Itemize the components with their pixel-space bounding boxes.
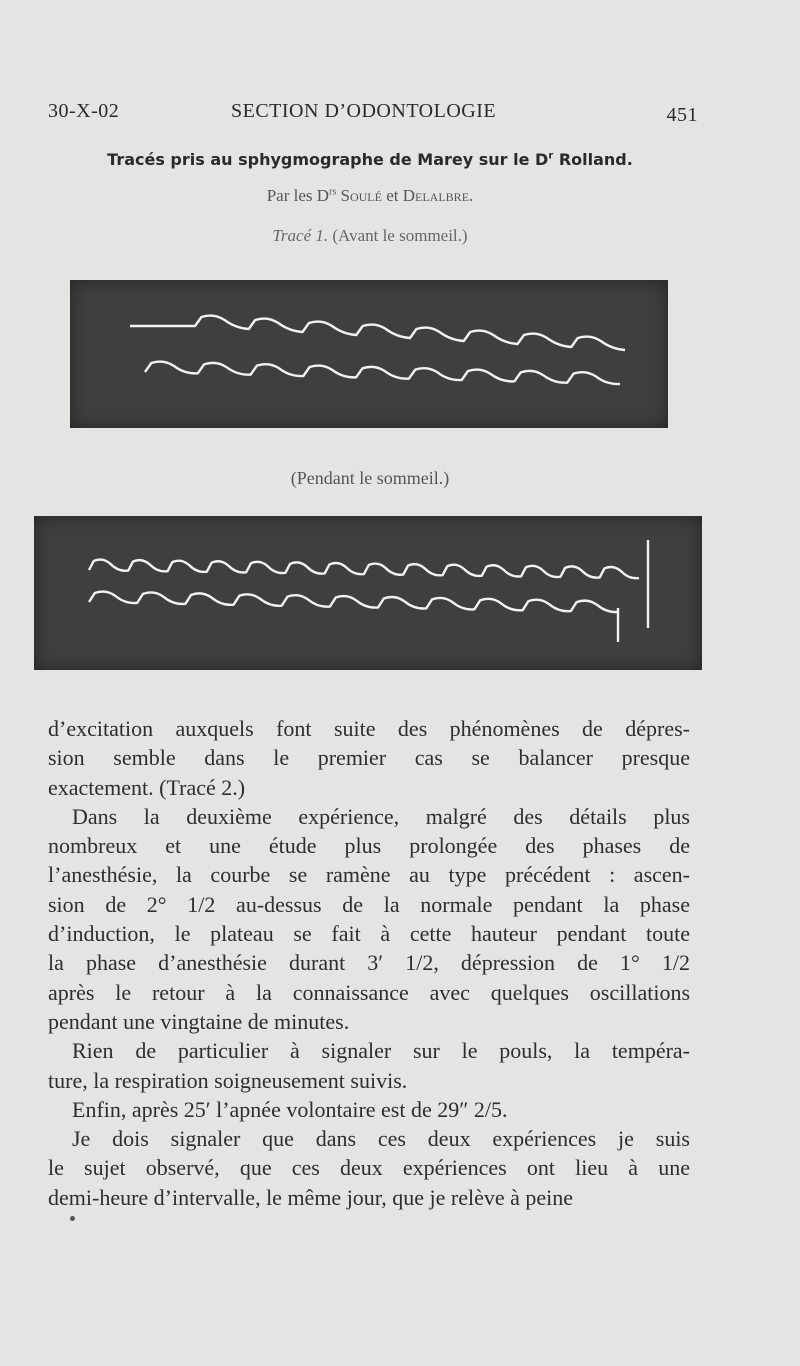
printer-mark <box>70 1216 75 1221</box>
text-line: l’anesthésie, la courbe se ramène au type précédent : ascen- <box>48 862 690 888</box>
text-line: demi-heure d’intervalle, le même jour, que je relève à peine <box>48 1184 574 1210</box>
trace2-label: (Pendant le sommeil.) <box>290 468 450 488</box>
text-line: sion de 2° 1/2 au-dessus de la normale pendant la phase <box>48 891 690 917</box>
trace1-figure <box>70 280 668 428</box>
text-line: Je dois signaler que dans ces deux expériences je suis <box>72 1126 690 1152</box>
text-line: nombreux et une étude plus prolongée des phases de <box>48 833 690 859</box>
text-line: Rien de particulier à signaler sur le pouls, la tempéra- <box>72 1038 690 1064</box>
figure-title: Tracés pris au sphygmographe de Marey sur le $D^r$ Rolland. <box>107 150 633 169</box>
text-line: après le retour à la connaissance avec quelques oscillations <box>48 979 690 1005</box>
text-line: exactement. (Tracé 2.) <box>48 774 246 800</box>
text-line: ture, la respiration soigneusement suivis. <box>48 1067 408 1093</box>
text-line: Dans la deuxième expérience, malgré des détails plus <box>72 803 690 829</box>
trace2-curves <box>34 516 702 670</box>
text-line: d’induction, le plateau se fait à cette hauteur pendant toute <box>48 921 690 947</box>
text-line: le sujet observé, que ces deux expériences ont lieu à une <box>48 1155 690 1181</box>
trace1-label: Tracé 1. (Avant le sommeil.) <box>272 226 468 245</box>
page-number: 451 <box>666 104 698 126</box>
text-line: d’excitation auxquels font suite des phénomènes de dépres- <box>48 716 690 741</box>
header-date: 30-X-02 <box>48 100 120 122</box>
trace2-figure <box>34 516 702 670</box>
header-section: SECTION D’ODONTOLOGIE <box>231 100 497 122</box>
text-line: la phase d’anesthésie durant 3′ 1/2, dépression de 1° 1/2 <box>48 950 690 976</box>
text-line: sion semble dans le premier cas se balancer presque <box>48 745 690 771</box>
body-text <box>48 714 690 1212</box>
trace2-lower-curve <box>89 592 619 613</box>
trace1-upper-curve <box>130 316 625 350</box>
text-line: Enfin, après 25′ l’apnée volontaire est de 29″ 2/5. <box>72 1096 508 1122</box>
trace1-lower-curve <box>145 362 620 385</box>
trace2-upper-curve <box>89 560 639 579</box>
text-line: pendant une vingtaine de minutes. <box>48 1008 350 1034</box>
figure-byline: Par les $D^{rs}$ Soulé et Delalbre. <box>266 186 474 205</box>
trace1-curves <box>70 280 668 428</box>
